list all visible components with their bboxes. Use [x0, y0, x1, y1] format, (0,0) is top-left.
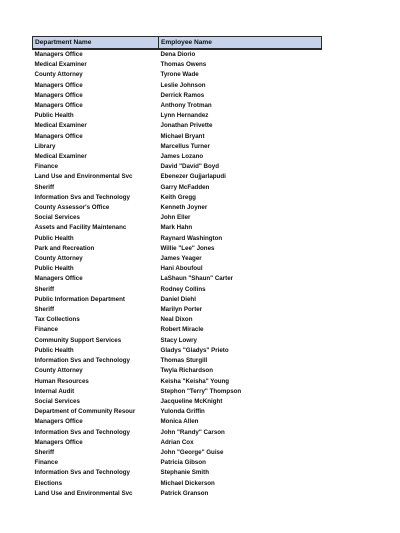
table-row [33, 193, 322, 203]
employee-cell[interactable]: Stephon "Terry" Thompson [160, 387, 242, 395]
table-row [33, 49, 322, 60]
department-cell[interactable]: Managers Office [34, 51, 83, 58]
table-row [33, 428, 322, 438]
table-row [33, 295, 322, 305]
table-row [33, 101, 322, 111]
department-cell[interactable]: Assets and Facility Maintenanc [34, 224, 127, 232]
department-cell[interactable]: Public Health [34, 346, 74, 354]
table-row [33, 305, 322, 315]
department-cell[interactable]: County Assessor's Office [34, 204, 110, 212]
employee-cell[interactable]: Twyla Richardson [160, 367, 213, 375]
department-cell[interactable]: Managers Office [34, 438, 83, 446]
employee-cell[interactable]: Thomas Owens [160, 61, 207, 69]
employee-cell[interactable]: Jonathan Privette [160, 122, 213, 130]
department-cell[interactable]: Managers Office [34, 91, 83, 99]
department-cell[interactable]: Park and Recreation [34, 244, 95, 252]
table-row [33, 387, 322, 397]
employee-cell[interactable]: Patrick Granson [160, 489, 209, 497]
department-cell[interactable]: Social Services [34, 214, 80, 222]
table-row [33, 479, 322, 489]
department-cell[interactable]: Managers Office [34, 102, 83, 110]
table-row [33, 264, 322, 274]
employee-cell[interactable]: James Yeager [160, 255, 202, 263]
employee-cell[interactable]: Rodney Collins [160, 285, 206, 293]
department-cell[interactable]: Public Health [34, 234, 74, 242]
employee-cell[interactable]: Marcellus Turner [160, 142, 210, 150]
employee-cell[interactable]: LaShaun "Shaun" Carter [160, 275, 234, 283]
employee-cell[interactable]: Leslie Johnson [160, 81, 206, 89]
table-row [33, 203, 322, 213]
department-cell[interactable]: Library [34, 142, 56, 150]
table-row [33, 417, 322, 427]
employee-cell[interactable]: Keisha "Keisha" Young [160, 377, 230, 385]
table-row [33, 315, 322, 325]
spreadsheet [32, 36, 321, 499]
department-cell[interactable]: Finance [34, 459, 58, 467]
employee-cell[interactable]: Patricia Gibson [160, 459, 206, 467]
employee-cell[interactable]: Jacqueline McKnight [160, 397, 223, 405]
employee-cell[interactable]: Lynn Hernandez [160, 112, 209, 120]
employee-cell[interactable]: Mark Hahn [160, 224, 193, 232]
department-cell[interactable]: Sheriff [34, 448, 55, 456]
employee-cell[interactable]: Keith Gregg [160, 193, 196, 201]
table-row [33, 142, 322, 152]
department-cell[interactable]: Human Resources [34, 377, 89, 385]
table-row [33, 172, 322, 182]
table-row [33, 438, 322, 448]
employee-cell[interactable]: Neal Dixon [160, 316, 193, 324]
department-cell[interactable]: Medical Examiner [34, 61, 87, 69]
employee-cell[interactable]: Robert Miracle [160, 326, 204, 334]
department-cell[interactable]: Internal Audit [34, 387, 75, 395]
employee-cell[interactable]: Raynard Washington [160, 234, 223, 242]
table-row [33, 407, 322, 417]
employee-cell[interactable]: Anthony Trotman [160, 102, 212, 110]
table-row [33, 285, 322, 295]
department-cell[interactable]: County Attorney [34, 255, 83, 263]
table-row [33, 489, 322, 499]
table-row [33, 397, 322, 407]
department-cell[interactable]: County Attorney [34, 367, 83, 375]
employee-cell[interactable]: Gladys "Gladys" Prieto [160, 346, 229, 354]
table-row [33, 234, 322, 244]
column-header-employee[interactable]: Employee Name [159, 37, 322, 50]
department-cell[interactable]: Public Information Department [34, 295, 125, 303]
table-row [33, 448, 322, 458]
employee-cell[interactable]: Marilyn Porter [160, 306, 203, 314]
department-cell[interactable]: Sheriff [34, 183, 55, 191]
department-cell[interactable]: Sheriff [34, 285, 55, 293]
employee-cell[interactable]: Tyrone Wade [160, 71, 199, 79]
department-cell[interactable]: Medical Examiner [34, 153, 87, 161]
department-cell[interactable]: County Attorney [34, 71, 83, 79]
employee-cell[interactable]: Stacy Lowry [160, 336, 197, 344]
table-row [33, 366, 322, 376]
employee-cell[interactable]: Derrick Ramos [160, 91, 205, 99]
employee-cell[interactable]: Willie "Lee" Jones [160, 244, 215, 252]
employee-cell[interactable]: Garry McFadden [160, 183, 210, 191]
employee-cell[interactable]: John "Randy" Carson [160, 428, 225, 436]
table-row [33, 336, 322, 346]
department-cell[interactable]: Land Use and Environmental Svc [34, 173, 133, 181]
department-cell[interactable]: Public Health [34, 112, 74, 120]
department-cell[interactable]: Finance [34, 326, 58, 334]
department-cell[interactable]: Finance [34, 163, 58, 171]
table-body [33, 49, 322, 499]
table-row [33, 244, 322, 254]
table-row [33, 111, 322, 121]
department-cell[interactable]: Information Svs and Technology [34, 428, 130, 436]
table-row [33, 91, 322, 101]
department-cell[interactable]: Medical Examiner [34, 122, 87, 130]
employee-cell[interactable]: Dena Diorio [160, 51, 196, 58]
employee-cell[interactable]: Adrian Cox [160, 438, 194, 446]
employee-table [32, 36, 322, 499]
employee-cell[interactable]: Thomas Sturgill [160, 357, 208, 365]
table-row [33, 183, 322, 193]
table-row [33, 121, 322, 131]
department-cell[interactable]: Department of Community Resour [34, 408, 136, 416]
table-row [33, 346, 322, 356]
employee-cell[interactable]: Michael Dickerson [160, 479, 215, 487]
employee-cell[interactable]: Hani Aboufoul [160, 265, 203, 273]
table-row [33, 70, 322, 80]
department-cell[interactable]: Managers Office [34, 81, 83, 89]
column-header-department[interactable]: Department Name [33, 37, 159, 50]
department-cell[interactable]: Information Svs and Technology [34, 469, 130, 477]
employee-cell[interactable]: David "David" Boyd [160, 163, 219, 171]
department-cell[interactable]: Information Svs and Technology [34, 357, 130, 365]
department-cell[interactable]: Public Health [34, 265, 74, 273]
table-row [33, 60, 322, 70]
employee-cell[interactable]: John Eller [160, 214, 191, 222]
table-row [33, 152, 322, 162]
department-cell[interactable]: Community Support Services [34, 336, 122, 344]
table-row [33, 254, 322, 264]
department-cell[interactable]: Sheriff [34, 306, 55, 314]
header-row [33, 37, 322, 50]
table-row [33, 458, 322, 468]
table-row [33, 468, 322, 478]
table-row [33, 274, 322, 284]
table-row [33, 356, 322, 366]
department-cell[interactable]: Information Svs and Technology [34, 193, 130, 201]
table-row [33, 81, 322, 91]
department-cell[interactable]: Tax Collections [34, 316, 80, 324]
employee-cell[interactable]: Kenneth Joyner [160, 204, 208, 212]
table-row [33, 162, 322, 172]
table-row [33, 377, 322, 387]
table-row [33, 325, 322, 335]
table-row [33, 213, 322, 223]
table-row [33, 223, 322, 233]
department-cell[interactable]: Managers Office [34, 275, 83, 283]
department-cell[interactable]: Social Services [34, 397, 80, 405]
department-cell[interactable]: Managers Office [34, 418, 83, 426]
employee-cell[interactable]: Stephanie Smith [160, 469, 209, 477]
employee-cell[interactable]: Daniel Diehl [160, 295, 196, 303]
employee-cell[interactable]: John "George" Guise [160, 448, 224, 456]
employee-cell[interactable]: Monica Allen [160, 418, 199, 426]
employee-cell[interactable]: Michael Bryant [160, 132, 205, 140]
department-cell[interactable]: Elections [34, 479, 63, 487]
department-cell[interactable]: Managers Office [34, 132, 83, 140]
employee-cell[interactable]: Yulonda Griffin [160, 408, 205, 416]
employee-cell[interactable]: James Lozano [160, 153, 204, 161]
table-row [33, 132, 322, 142]
department-cell[interactable]: Land Use and Environmental Svc [34, 489, 133, 497]
employee-cell[interactable]: Ebenezer Gujjarlapudi [160, 173, 226, 181]
